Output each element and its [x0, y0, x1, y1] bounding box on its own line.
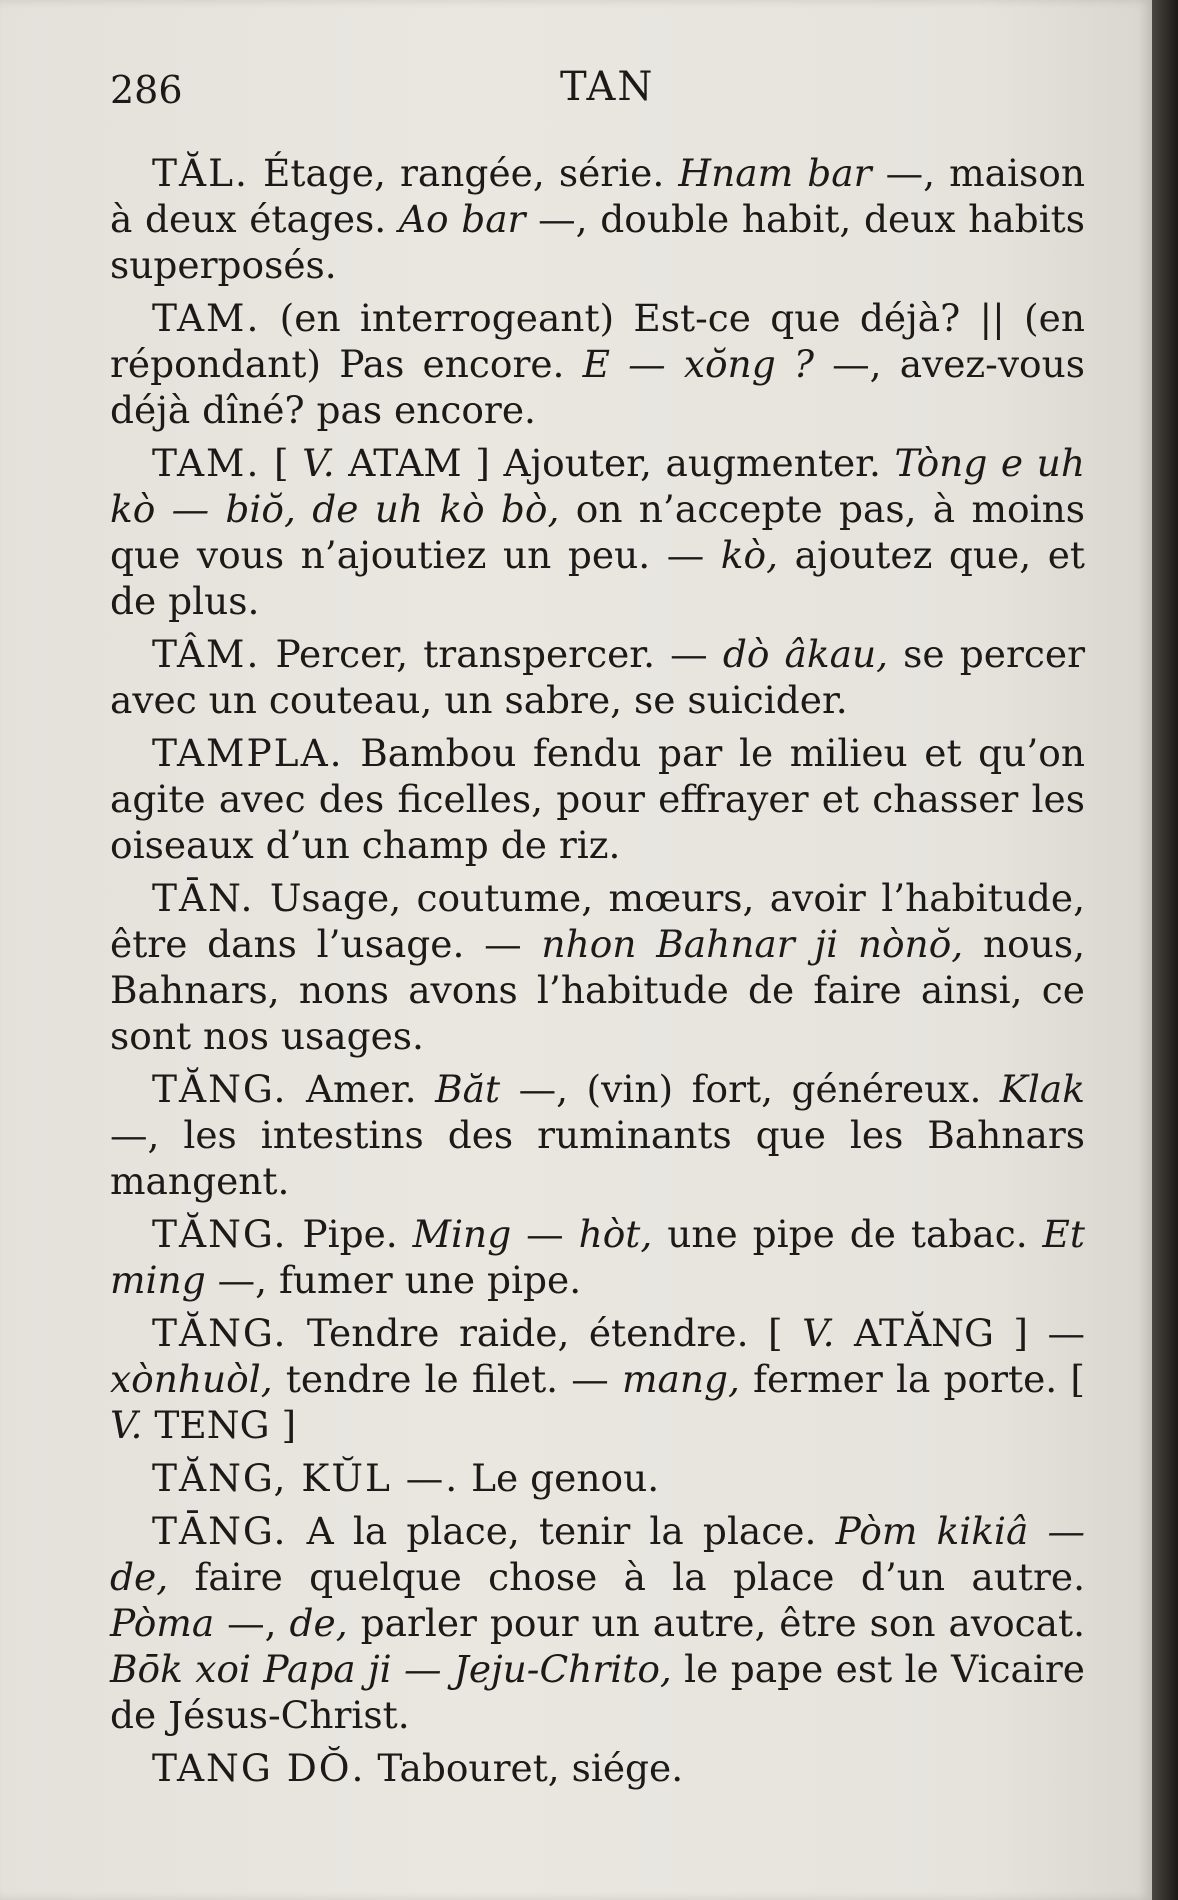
- definition-text: se percer avec un couteau, un sabre, se suicider.: [110, 632, 1086, 722]
- definition-text: —, fumer une pipe.: [205, 1258, 582, 1302]
- definition-text: [: [260, 441, 303, 485]
- entry-tang-place: [110, 1508, 1085, 1738]
- page-number: 286: [110, 68, 183, 112]
- cross-reference: V.: [110, 1403, 143, 1447]
- definition-text: Usage, coutume, mœurs, avoir l’habitude, être dans l’usage. —: [110, 876, 1085, 966]
- definition-text: Étage, rangée, série.: [248, 151, 679, 195]
- entry-list: [110, 150, 1085, 1798]
- headword: TĀN.: [152, 876, 255, 920]
- bahnar-example: kò,: [720, 533, 779, 577]
- headword: TÂM.: [152, 632, 261, 676]
- headword: TĂNG.: [152, 1212, 288, 1256]
- bahnar-example: Băt: [435, 1067, 501, 1111]
- bahnar-example: Klak: [999, 1067, 1085, 1111]
- definition-text: —,: [214, 1601, 290, 1645]
- bahnar-example: Ao bar: [398, 197, 526, 241]
- bahnar-example: Pòma: [110, 1601, 215, 1645]
- definition-text: —, (vin) fort, généreux.: [500, 1067, 1000, 1111]
- entry-tam-circumflex: [110, 631, 1085, 723]
- entry-tang-tendre: [110, 1310, 1085, 1448]
- cross-reference: V.: [302, 441, 335, 485]
- definition-text: —, les intestins des ruminants que les Bahnars mangent.: [110, 1113, 1085, 1203]
- definition-text: —: [511, 1212, 579, 1256]
- headword: TAM.: [152, 441, 261, 485]
- entry-tan: [110, 875, 1085, 1059]
- entry-tampla: [110, 730, 1085, 868]
- headword: TĂL.: [152, 151, 249, 195]
- definition-text: Bambou fendu par le milieu et qu’on agite avec des ficelles, pour effrayer et chasser les oiseaux d’un champ de riz.: [110, 731, 1085, 867]
- entry-tang-pipe: [110, 1211, 1085, 1303]
- entry-tam-1: [110, 295, 1085, 433]
- bahnar-example: xònhuòl,: [110, 1357, 273, 1401]
- definition-text: Tendre raide, étendre. [: [287, 1311, 803, 1355]
- definition-text: TENG ]: [142, 1403, 297, 1447]
- headword: TAM.: [152, 296, 261, 340]
- headword: TĂNG.: [152, 1067, 288, 1111]
- bahnar-example: nhon Bahnar ji nònŏ,: [541, 922, 964, 966]
- bahnar-example: hòt,: [578, 1212, 653, 1256]
- definition-text: ATĂNG ] —: [834, 1311, 1085, 1355]
- bahnar-example: Et ming: [110, 1212, 1085, 1302]
- bahnar-example: Hnam bar: [678, 151, 872, 195]
- definition-text: Amer.: [287, 1067, 436, 1111]
- definition-text: tendre le filet. —: [272, 1357, 622, 1401]
- cross-reference: V.: [802, 1311, 835, 1355]
- definition-text: parler pour un autre, être son avocat.: [347, 1601, 1085, 1645]
- bahnar-example: Bōk xoi Papa ji — Jeju-Chrito,: [110, 1647, 672, 1691]
- bahnar-example: mang,: [621, 1357, 740, 1401]
- entry-tam-2: [110, 440, 1085, 624]
- definition-text: une pipe de tabac.: [652, 1212, 1043, 1256]
- definition-text: Le genou.: [459, 1456, 660, 1500]
- bahnar-example: Tòng e uh kò — biŏ, de uh kò bò,: [110, 441, 1085, 531]
- entry-tang-do: [110, 1745, 1085, 1791]
- definition-text: Percer, transpercer. —: [260, 632, 723, 676]
- bahnar-example: Ming: [412, 1212, 512, 1256]
- headword: TAMPLA.: [152, 731, 344, 775]
- headword: TANG DŎ.: [152, 1746, 366, 1790]
- definition-text: le pape est le Vicaire de Jésus-Christ.: [110, 1647, 1085, 1737]
- bahnar-example: dò âkau,: [722, 632, 889, 676]
- definition-text: Tabouret, siége.: [365, 1746, 684, 1790]
- definition-text: fermer la porte. [: [739, 1357, 1085, 1401]
- entry-tang-amer: [110, 1066, 1085, 1204]
- definition-text: faire quelque chose à la place d’un autre.: [168, 1555, 1085, 1599]
- running-head: TAN: [560, 64, 655, 110]
- bahnar-example: E — xŏng ?: [582, 342, 814, 386]
- headword: TĀNG.: [152, 1509, 288, 1553]
- headword: TĂNG, KŬL —.: [152, 1456, 460, 1500]
- entry-tal: [110, 150, 1085, 288]
- book-spine: [1152, 0, 1178, 1900]
- definition-text: on n’accepte pas, à moins que vous n’ajoutiez un peu. —: [110, 487, 1085, 577]
- entry-tang-kul: [110, 1455, 1085, 1501]
- definition-text: ATAM ] Ajouter, augmenter.: [334, 441, 895, 485]
- definition-text: —, avez-vous déjà dîné? pas encore.: [110, 342, 1086, 432]
- definition-text: A la place, tenir la place.: [287, 1509, 836, 1553]
- bahnar-example: Pòm kikiâ — de,: [110, 1509, 1086, 1599]
- page-header: [110, 60, 1080, 120]
- definition-text: nous, Bahnars, nons avons l’habitude de faire ainsi, ce sont nos usages.: [110, 922, 1085, 1058]
- definition-text: —, maison à deux étages.: [110, 151, 1085, 241]
- definition-text: (en interrogeant) Est-ce que déjà? || (en répondant) Pas encore.: [110, 296, 1085, 386]
- bahnar-example: de,: [289, 1601, 348, 1645]
- definition-text: —, double habit, deux habits superposés.: [110, 197, 1085, 287]
- definition-text: Pipe.: [287, 1212, 413, 1256]
- headword: TĂNG.: [152, 1311, 288, 1355]
- definition-text: ajoutez que, et de plus.: [110, 533, 1085, 623]
